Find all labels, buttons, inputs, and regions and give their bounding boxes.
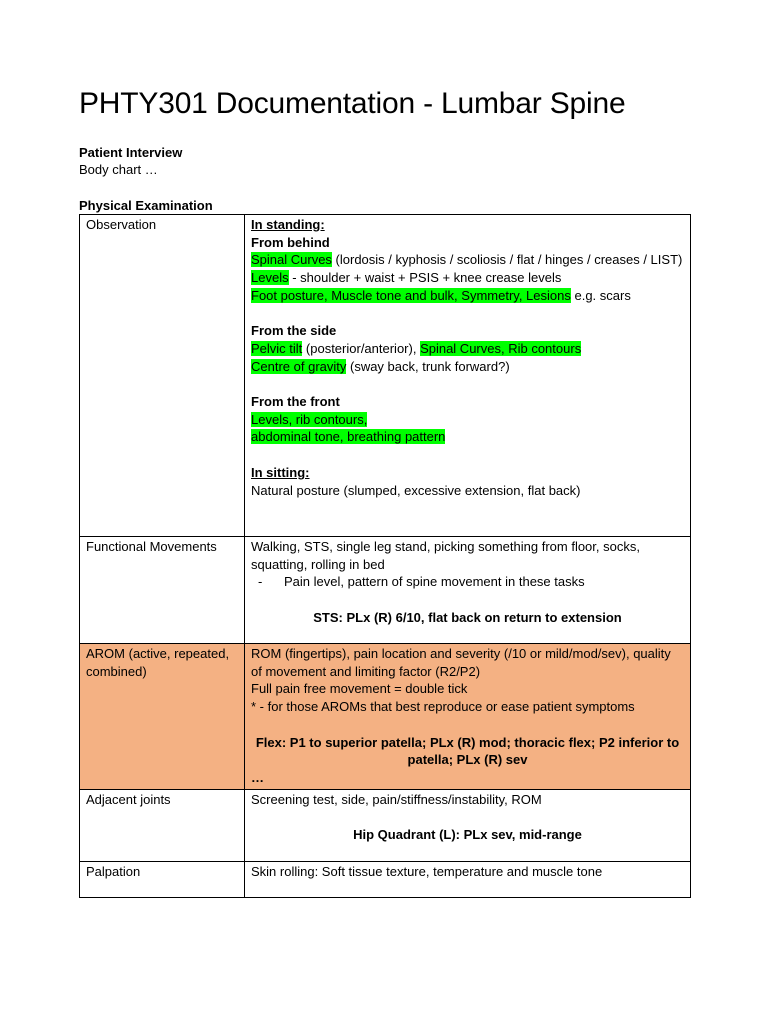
palpation-label: Palpation bbox=[80, 861, 245, 897]
observation-label: Observation bbox=[80, 215, 245, 537]
levels-line bbox=[251, 269, 684, 287]
highlight: Spinal Curves bbox=[251, 252, 332, 268]
text: (lordosis / kyphosis / scoliosis / flat / hinges / creases / LIST) bbox=[331, 252, 683, 268]
spinal-curves-line bbox=[251, 251, 684, 269]
palpation-row bbox=[80, 861, 691, 897]
arom-row bbox=[80, 644, 691, 790]
natural-posture-line: Natural posture (slumped, excessive extension, flat back) bbox=[251, 482, 581, 498]
adjacent-joints-row bbox=[80, 789, 691, 861]
spacer bbox=[251, 808, 684, 826]
levels-rib-line bbox=[251, 411, 684, 429]
palpation-content bbox=[245, 861, 691, 897]
abdominal-tone-line bbox=[251, 428, 684, 446]
pain-level-item: - Pain level, pattern of spine movement in these tasks bbox=[258, 574, 585, 590]
foot-posture-line bbox=[251, 287, 684, 305]
arom-content bbox=[245, 644, 691, 790]
in-standing-heading: In standing: bbox=[251, 217, 325, 232]
spacer bbox=[251, 591, 684, 609]
spacer bbox=[251, 375, 684, 393]
spacer bbox=[251, 716, 684, 734]
flex-finding: Flex: P1 to superior patella; PLx (R) mod; thoracic flex; P2 inferior to patella; PLx (R) sev bbox=[255, 734, 680, 768]
spacer bbox=[251, 305, 684, 323]
pelvic-tilt-line bbox=[251, 340, 684, 358]
functional-movements-label: Functional Movements bbox=[80, 537, 245, 644]
adjacent-joints-label: Adjacent joints bbox=[80, 789, 245, 861]
physical-examination-heading: Physical Examination bbox=[79, 198, 213, 213]
body-chart-line: Body chart … bbox=[79, 162, 158, 177]
screening-line: Screening test, side, pain/stiffness/instability, ROM bbox=[251, 791, 542, 807]
sts-finding: STS: PLx (R) 6/10, flat back on return to extension bbox=[313, 609, 622, 625]
patient-interview-heading: Patient Interview bbox=[79, 145, 183, 160]
asterisk-line: * - for those AROMs that best reproduce or ease patient symptoms bbox=[251, 699, 635, 715]
functional-movements-content bbox=[245, 537, 691, 644]
observation-row bbox=[80, 215, 691, 537]
examination-table bbox=[79, 214, 691, 898]
centre-of-gravity-line bbox=[251, 358, 684, 376]
adjacent-joints-content bbox=[245, 789, 691, 861]
spacer bbox=[251, 446, 684, 464]
arom-label: AROM (active, repeated, combined) bbox=[80, 644, 245, 790]
document-title: PHTY301 Documentation - Lumbar Spine bbox=[79, 87, 626, 120]
highlight: Centre of gravity bbox=[251, 358, 347, 374]
from-front-heading: From the front bbox=[251, 394, 340, 409]
from-side-heading: From the side bbox=[251, 323, 337, 339]
text: (sway back, trunk forward?) bbox=[346, 358, 510, 374]
text: (posterior/anterior), bbox=[302, 340, 421, 356]
in-sitting-heading: In sitting: bbox=[251, 464, 310, 480]
highlight: Foot posture, Muscle tone and bulk, Symmetry, Lesions bbox=[251, 287, 571, 303]
pain-free-line: Full pain free movement = double tick bbox=[251, 681, 468, 697]
functional-description: Walking, STS, single leg stand, picking something from floor, socks, squatting, rolling in bed bbox=[251, 539, 640, 572]
highlight: abdominal tone, breathing pattern bbox=[251, 429, 446, 445]
functional-movements-row bbox=[80, 537, 691, 644]
from-behind-heading: From behind bbox=[251, 234, 330, 250]
text: e.g. scars bbox=[570, 287, 631, 303]
skin-rolling-line: Skin rolling: Soft tissue texture, temperature and muscle tone bbox=[251, 863, 603, 879]
arom-ellipsis: … bbox=[251, 769, 264, 785]
highlight: Levels, rib contours, bbox=[251, 411, 368, 427]
text: - shoulder + waist + PSIS + knee crease levels bbox=[288, 270, 562, 286]
arom-description: ROM (fingertips), pain location and severity (/10 or mild/mod/sev), quality of movement and limiting factor (R2/P2) bbox=[251, 646, 671, 679]
highlight: Pelvic tilt bbox=[251, 340, 303, 356]
observation-content bbox=[245, 215, 691, 537]
hip-quadrant-finding: Hip Quadrant (L): PLx sev, mid-range bbox=[353, 827, 582, 842]
highlight: Spinal Curves, Rib contours bbox=[420, 340, 582, 356]
highlight: Levels bbox=[251, 270, 289, 286]
